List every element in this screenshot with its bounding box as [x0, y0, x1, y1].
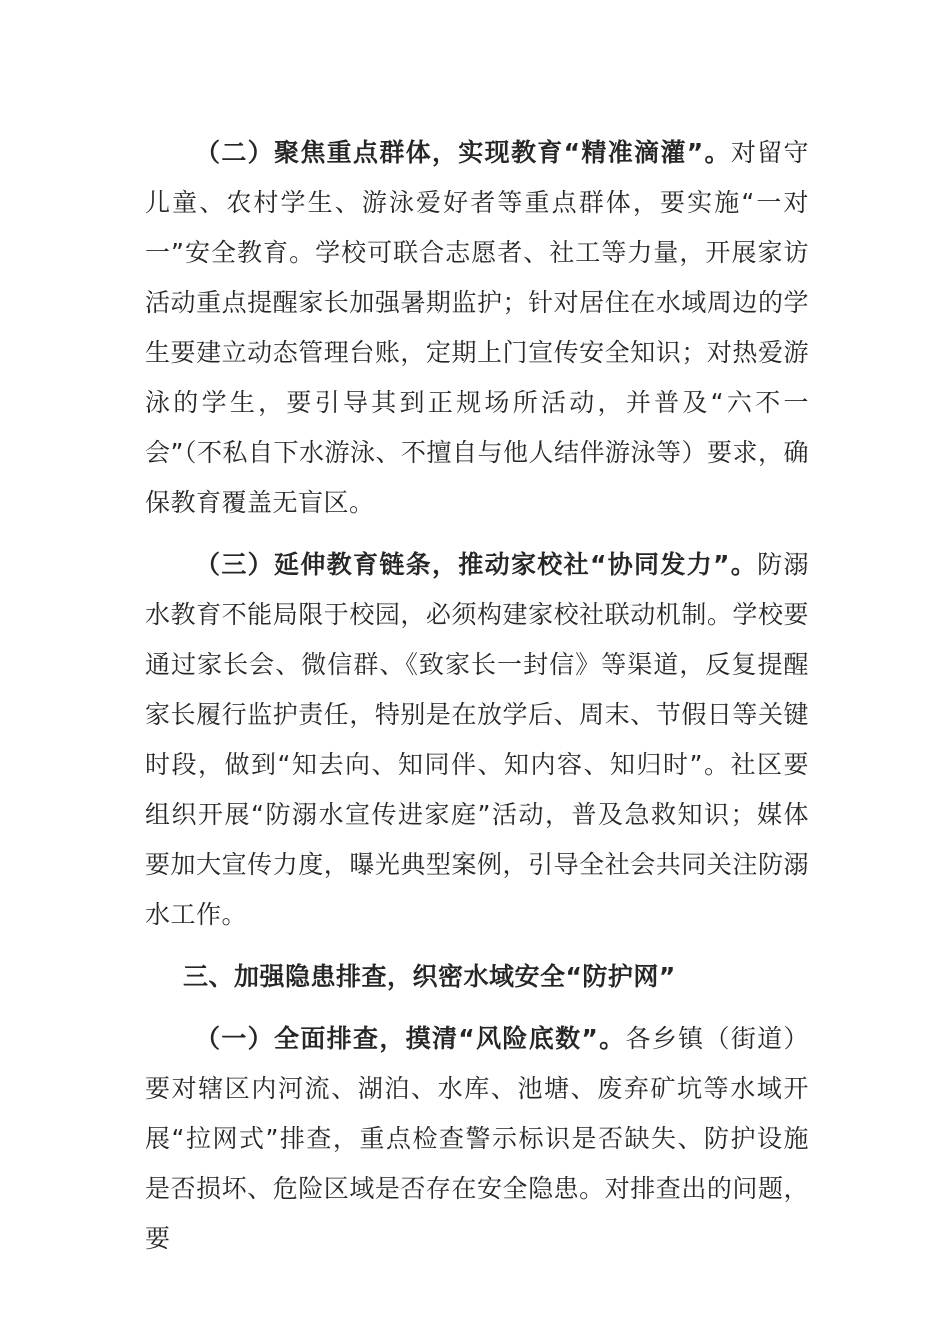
paragraph-comprehensive-inspection — [145, 1014, 809, 1264]
paragraph-lead: （一）全面排查，摸清“风险底数”。 — [195, 1024, 626, 1053]
paragraph-lead: （三）延伸教育链条，推动家校社“协同发力”。 — [195, 550, 758, 579]
paragraph-lead: （二）聚焦重点群体，实现教育“精准滴灌”。 — [195, 138, 731, 167]
document-body — [145, 128, 809, 1264]
section-heading: 三、加强隐患排查，织密水域安全“防护网” — [183, 962, 676, 991]
paragraph-extend-education-chain — [145, 540, 809, 940]
paragraph-text: 各乡镇（街道）要对辖区内河流、湖泊、水库、池塘、废弃矿坑等水域开展“拉网式”排查，重点检查警示标识是否缺失、防护设施是否损坏、危险区域是否存在安全隐患。对排查出的问题，要 — [145, 1024, 809, 1253]
paragraph-focus-key-groups — [145, 128, 809, 528]
paragraph-text: 防溺水教育不能局限于校园，必须构建家校社联动机制。学校要通过家长会、微信群、《致家长一封信》等渠道，反复提醒家长履行监护责任，特别是在放学后、周末、节假日等关键时段，做到“知去向、知同伴、知内容、知归时”。社区要组织开展“防溺水宣传进家庭”活动，普及急救知识；媒体要加大宣传力度，曝光典型案例，引导全社会共同关注防溺水工作。 — [145, 550, 809, 929]
paragraph-text: 对留守儿童、农村学生、游泳爱好者等重点群体，要实施“一对一”安全教育。学校可联合志愿者、社工等力量，开展家访活动重点提醒家长加强暑期监护；针对居住在水域周边的学生要建立动态管理台账，定期上门宣传安全知识；对热爱游泳的学生，要引导其到正规场所活动，并普及“六不一会”（不私自下水游泳、不擅自与他人结伴游泳等）要求，确保教育覆盖无盲区。 — [145, 138, 809, 517]
